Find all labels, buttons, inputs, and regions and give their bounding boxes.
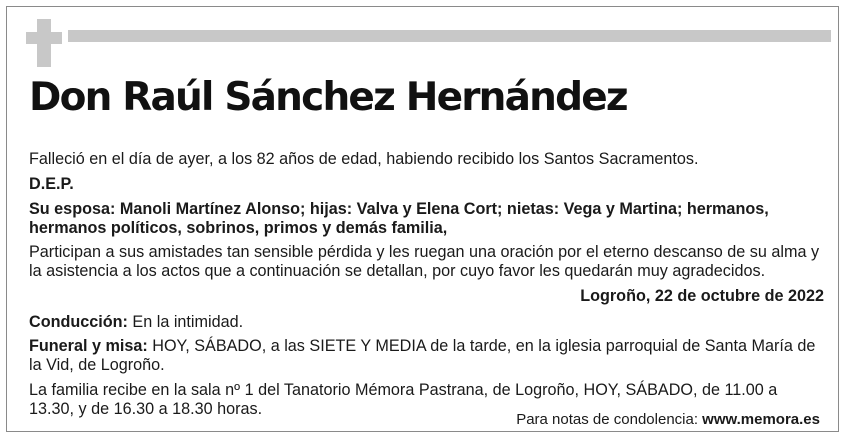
deceased-name: Don Raúl Sánchez Hernández — [29, 75, 627, 120]
family-text: Su esposa: Manoli Martínez Alonso; hijas: Valva y Elena Cort; nietas: Vega y Martina; hermanos, hermanos políticos, sobrinos, primos y demás familia, — [29, 200, 769, 237]
condolence-label: Para notas de condolencia: — [516, 411, 703, 428]
funeral-text: HOY, SÁBADO, a las SIETE Y MEDIA de la tarde, en la iglesia parroquial de Santa María de la Vid, de Logroño. — [29, 337, 816, 374]
intro-text: Falleció en el día de ayer, a los 82 años de edad, habiendo recibido los Santos Sacramentos. — [29, 150, 699, 168]
request-text: Participan a sus amistades tan sensible pérdida y les ruegan una oración por el eterno descanso de su alma y la asistencia a los actos que a continuación se detallan, por cuyo favor les quedarán muy agradecidos. — [29, 243, 820, 280]
conduccion-label: Conducción: — [29, 313, 128, 331]
condolence-note — [516, 411, 820, 428]
dep-text: D.E.P. — [29, 175, 74, 193]
obituary-card — [6, 6, 839, 432]
header-rule — [68, 30, 831, 42]
conduccion-text: En la intimidad. — [127, 313, 244, 331]
condolence-link[interactable]: www.memora.es — [702, 411, 820, 428]
place-date: Logroño, 22 de octubre de 2022 — [580, 287, 824, 305]
conduccion-line — [29, 313, 824, 332]
funeral-label: Funeral y misa: — [29, 337, 148, 355]
reception-text: La familia recibe en la sala nº 1 del Tanatorio Mémora Pastrana, de Logroño, HOY, SÁBADO, de 11.00 a 13.30, y de 16.30 a 18.30 horas. — [29, 381, 778, 418]
cross-icon — [26, 19, 62, 67]
funeral-line — [29, 337, 824, 375]
